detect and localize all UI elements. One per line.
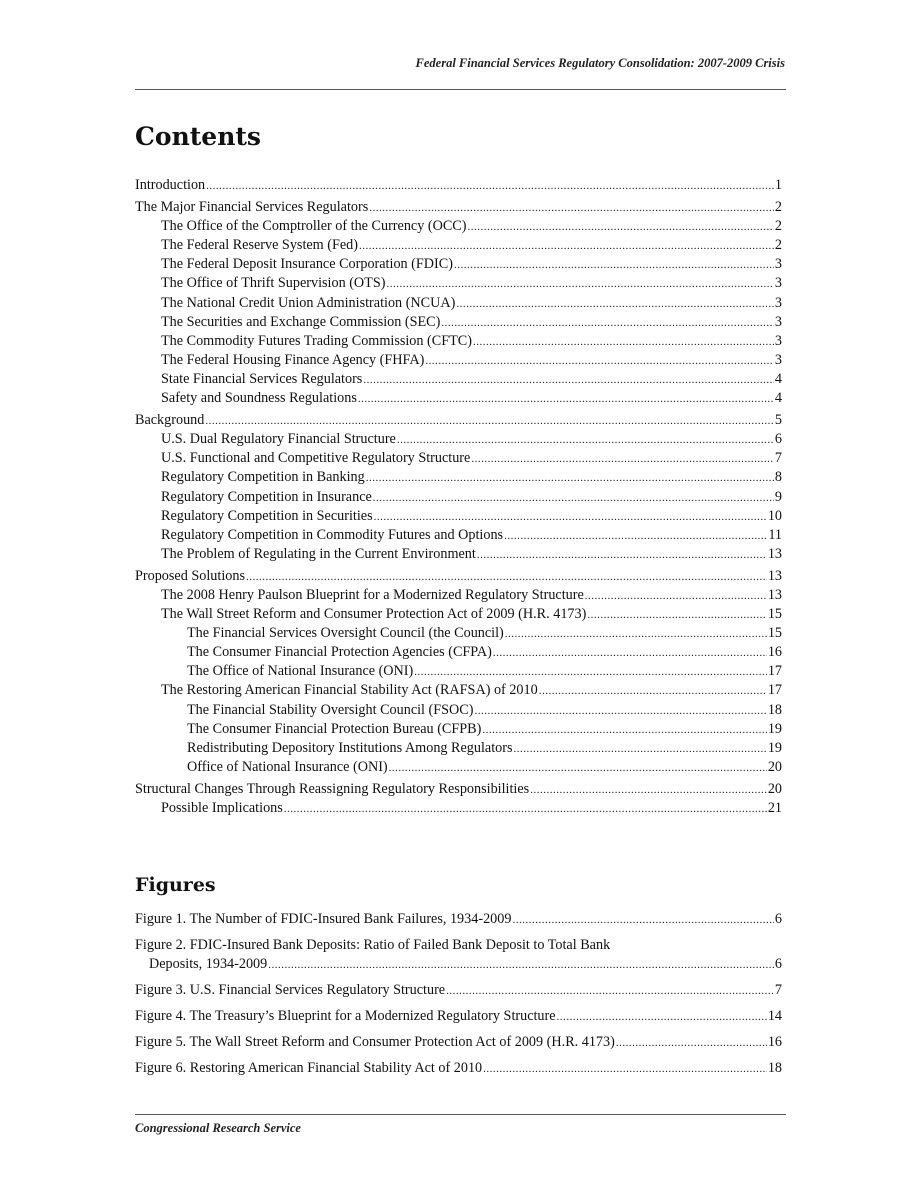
- toc-entry[interactable]: [135, 176, 782, 195]
- toc-entry[interactable]: [135, 567, 782, 586]
- dot-leader: [206, 177, 774, 196]
- dot-leader: [386, 275, 773, 294]
- figure-entry[interactable]: [135, 936, 782, 955]
- toc-entry-title: The Consumer Financial Protection Agencies (CFPA): [187, 644, 492, 661]
- dot-leader: [456, 295, 774, 314]
- toc-entry[interactable]: [135, 198, 782, 217]
- toc-entry[interactable]: [135, 217, 782, 236]
- dot-leader: [363, 371, 774, 390]
- toc-page-number: 15: [767, 606, 782, 623]
- toc-entry[interactable]: [135, 351, 782, 370]
- toc-page-number: 9: [774, 488, 782, 505]
- toc-page-number: 20: [767, 758, 782, 775]
- toc-entry-title: The Problem of Regulating in the Current Environment: [161, 545, 476, 562]
- figure-entry-title: Figure 3. U.S. Financial Services Regulatory Structure: [135, 982, 446, 998]
- toc-page-number: 11: [768, 526, 782, 543]
- toc-entry[interactable]: [135, 799, 782, 818]
- figure-entry[interactable]: [135, 910, 782, 929]
- toc-entry-title: The Office of National Insurance (ONI): [187, 663, 414, 680]
- dot-leader: [475, 702, 767, 721]
- figure-page-number: 14: [767, 1008, 782, 1024]
- toc-entry[interactable]: [135, 274, 782, 293]
- dot-leader: [366, 469, 774, 488]
- toc-entry-title: The National Credit Union Administration (NCUA): [161, 294, 456, 311]
- toc-entry-title: U.S. Dual Regulatory Financial Structure: [161, 431, 396, 448]
- toc-page-number: 3: [774, 256, 782, 273]
- toc-entry[interactable]: [135, 624, 782, 643]
- figure-entry-title: Figure 5. The Wall Street Reform and Consumer Protection Act of 2009 (H.R. 4173): [135, 1034, 615, 1050]
- toc-entry-title: Background: [135, 412, 205, 429]
- dot-leader: [539, 682, 767, 701]
- dot-leader: [389, 759, 767, 778]
- toc-entry[interactable]: [135, 488, 782, 507]
- toc-entry-title: Safety and Soundness Regulations: [161, 390, 357, 407]
- toc-entry[interactable]: [135, 701, 782, 720]
- figure-page-number: 16: [767, 1034, 782, 1050]
- toc-entry-title: The Securities and Exchange Commission (SEC): [161, 313, 441, 330]
- toc-entry-title: The Financial Services Oversight Council (the Council): [187, 625, 504, 642]
- toc-page-number: 3: [774, 313, 782, 330]
- dot-leader: [467, 218, 773, 237]
- toc-entry[interactable]: [135, 586, 782, 605]
- running-header: Federal Financial Services Regulatory Consolidation: 2007-2009 Crisis: [415, 56, 785, 70]
- toc-page-number: 3: [774, 332, 782, 349]
- toc-entry-title: Possible Implications: [161, 800, 283, 816]
- toc-entry-title: Proposed Solutions: [135, 567, 245, 584]
- dot-leader: [284, 800, 767, 819]
- toc-page-number: 20: [767, 780, 782, 797]
- dot-leader: [358, 390, 774, 409]
- toc-entry[interactable]: [135, 780, 782, 799]
- toc-entry-title: The Federal Deposit Insurance Corporation (FDIC): [161, 256, 453, 273]
- dot-leader: [268, 956, 774, 975]
- figure-page-number: 18: [767, 1060, 782, 1076]
- dot-leader: [414, 663, 767, 682]
- figure-entry[interactable]: [135, 1059, 782, 1078]
- toc-entry[interactable]: [135, 662, 782, 681]
- toc-entry-title: The 2008 Henry Paulson Blueprint for a Modernized Regulatory Structure: [161, 586, 584, 603]
- toc-entry-title: The Restoring American Financial Stability Act (RAFSA) of 2010: [161, 682, 538, 699]
- toc-page-number: 13: [767, 567, 782, 584]
- toc-page-number: 6: [774, 431, 782, 448]
- toc-entry[interactable]: [135, 389, 782, 408]
- figure-entry-title: Figure 6. Restoring American Financial Stability Act of 2010: [135, 1060, 483, 1076]
- toc-page-number: 4: [774, 390, 782, 407]
- toc-entry-title: The Wall Street Reform and Consumer Protection Act of 2009 (H.R. 4173): [161, 606, 587, 623]
- toc-page-number: 21: [767, 800, 782, 816]
- toc-entry-title: Regulatory Competition in Securities: [161, 507, 373, 524]
- dot-leader: [454, 256, 774, 275]
- toc-entry-title: The Financial Stability Oversight Council (FSOC): [187, 701, 474, 718]
- dot-leader: [514, 740, 767, 759]
- toc-page-number: 3: [774, 351, 782, 368]
- dot-leader: [374, 508, 767, 527]
- toc-page-number: 17: [767, 682, 782, 699]
- toc-entry[interactable]: [135, 507, 782, 526]
- table-of-contents: [135, 176, 782, 818]
- toc-entry[interactable]: [135, 370, 782, 389]
- contents-heading: Contents: [135, 122, 262, 151]
- toc-entry[interactable]: [135, 468, 782, 487]
- figure-entry[interactable]: [135, 1033, 782, 1052]
- toc-page-number: 18: [767, 701, 782, 718]
- toc-entry[interactable]: [135, 643, 782, 662]
- figure-page-number: 6: [774, 911, 782, 927]
- toc-entry-title: U.S. Functional and Competitive Regulatory Structure: [161, 450, 471, 467]
- dot-leader: [369, 199, 774, 218]
- toc-entry-title: Introduction: [135, 177, 206, 193]
- toc-entry[interactable]: [135, 449, 782, 468]
- dot-leader: [530, 781, 767, 800]
- toc-entry[interactable]: [135, 430, 782, 449]
- toc-page-number: 3: [774, 275, 782, 292]
- figure-entry[interactable]: [135, 981, 782, 1000]
- dot-leader: [397, 431, 774, 450]
- figure-entry-title: Figure 2. FDIC-Insured Bank Deposits: Ratio of Failed Bank Deposit to Total Bank: [135, 937, 611, 953]
- dot-leader: [473, 333, 774, 352]
- toc-page-number: 13: [767, 586, 782, 603]
- footer-publisher: Congressional Research Service: [135, 1121, 301, 1135]
- dot-leader: [512, 911, 773, 930]
- dot-leader: [505, 625, 767, 644]
- toc-entry-title: The Consumer Financial Protection Bureau (CFPB): [187, 720, 482, 737]
- figure-entry-title: Figure 1. The Number of FDIC-Insured Bank Failures, 1934-2009: [135, 911, 512, 927]
- toc-entry-title: The Office of the Comptroller of the Currency (OCC): [161, 218, 467, 235]
- toc-entry-title: The Federal Housing Finance Agency (FHFA): [161, 351, 425, 368]
- toc-entry[interactable]: [135, 545, 782, 564]
- dot-leader: [557, 1008, 767, 1027]
- toc-page-number: 13: [767, 545, 782, 562]
- toc-entry-title: The Office of Thrift Supervision (OTS): [161, 275, 386, 292]
- toc-entry-title: Office of National Insurance (ONI): [187, 758, 388, 775]
- figure-entry[interactable]: [135, 1007, 782, 1026]
- footer-rule: [135, 1114, 786, 1115]
- toc-page-number: 10: [767, 507, 782, 524]
- dot-leader: [441, 314, 774, 333]
- toc-page-number: 2: [774, 237, 782, 254]
- dot-leader: [373, 489, 774, 508]
- dot-leader: [246, 568, 767, 587]
- toc-entry[interactable]: [135, 681, 782, 700]
- toc-entry-title: Regulatory Competition in Commodity Futures and Options: [161, 526, 504, 543]
- toc-page-number: 7: [774, 450, 782, 467]
- toc-entry-title: Regulatory Competition in Banking: [161, 469, 365, 486]
- figure-page-number: 7: [774, 982, 782, 998]
- toc-page-number: 2: [774, 218, 782, 235]
- figure-entry-title-continuation: Deposits, 1934-2009: [149, 956, 268, 972]
- figures-heading: Figures: [135, 874, 216, 896]
- toc-entry[interactable]: [135, 236, 782, 255]
- dot-leader: [471, 450, 774, 469]
- toc-entry[interactable]: [135, 255, 782, 274]
- toc-entry-title: Structural Changes Through Reassigning Regulatory Responsibilities: [135, 780, 530, 797]
- toc-page-number: 4: [774, 370, 782, 387]
- toc-entry-title: The Commodity Futures Trading Commission (CFTC): [161, 332, 472, 349]
- toc-entry[interactable]: [135, 313, 782, 332]
- dot-leader: [425, 352, 774, 371]
- toc-page-number: 8: [774, 469, 782, 486]
- toc-entry[interactable]: [135, 332, 782, 351]
- toc-entry[interactable]: [135, 294, 782, 313]
- toc-entry-title: The Major Financial Services Regulators: [135, 199, 369, 216]
- figure-page-number: 6: [774, 956, 782, 972]
- dot-leader: [616, 1034, 767, 1053]
- toc-page-number: 19: [767, 739, 782, 756]
- list-of-figures: [135, 910, 782, 1085]
- toc-entry-title: The Federal Reserve System (Fed): [161, 237, 358, 254]
- dot-leader: [483, 1060, 767, 1079]
- toc-page-number: 15: [767, 625, 782, 642]
- dot-leader: [359, 237, 774, 256]
- toc-entry[interactable]: [135, 720, 782, 739]
- dot-leader: [493, 644, 767, 663]
- toc-entry[interactable]: [135, 411, 782, 430]
- dot-leader: [205, 412, 774, 431]
- toc-entry[interactable]: [135, 526, 782, 545]
- dot-leader: [446, 982, 774, 1001]
- toc-entry[interactable]: [135, 758, 782, 777]
- figure-entry-title: Figure 4. The Treasury’s Blueprint for a Modernized Regulatory Structure: [135, 1008, 556, 1024]
- dot-leader: [477, 546, 767, 565]
- dot-leader: [504, 527, 767, 546]
- toc-page-number: 19: [767, 720, 782, 737]
- toc-page-number: 16: [767, 644, 782, 661]
- dot-leader: [482, 721, 766, 740]
- dot-leader: [585, 587, 767, 606]
- toc-page-number: 17: [767, 663, 782, 680]
- toc-page-number: 1: [774, 177, 782, 193]
- toc-entry[interactable]: [135, 605, 782, 624]
- toc-page-number: 3: [774, 294, 782, 311]
- figure-entry-continuation[interactable]: [135, 955, 782, 974]
- toc-entry[interactable]: [135, 739, 782, 758]
- dot-leader: [587, 606, 766, 625]
- toc-entry-title: Regulatory Competition in Insurance: [161, 488, 372, 505]
- header-rule: [135, 89, 786, 90]
- toc-entry-title: Redistributing Depository Institutions Among Regulators: [187, 739, 513, 756]
- toc-page-number: 5: [774, 412, 782, 429]
- toc-entry-title: State Financial Services Regulators: [161, 370, 363, 387]
- toc-page-number: 2: [774, 199, 782, 216]
